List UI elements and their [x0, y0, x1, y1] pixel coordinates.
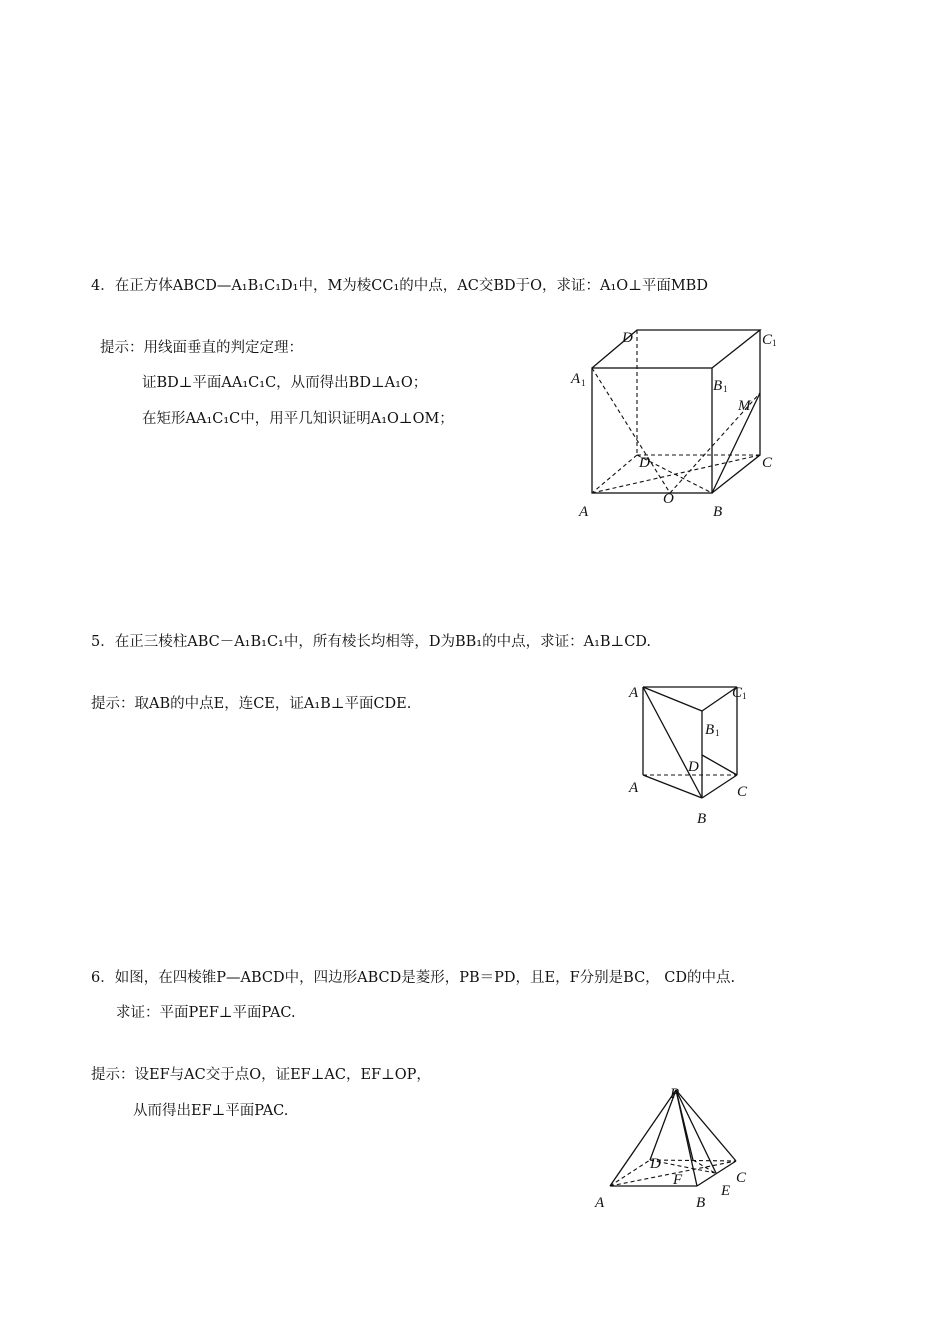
- label-C1: C: [732, 685, 743, 701]
- edge-AD: [610, 1160, 650, 1186]
- label-C1: C: [762, 332, 773, 348]
- label-A: A: [595, 1195, 605, 1211]
- label-D: D: [650, 1156, 661, 1172]
- problem5-hint: 提示：取AB的中点E，连CE，证A₁B⊥平面CDE.: [91, 696, 412, 712]
- label-C: C: [762, 455, 773, 471]
- label-E: E: [721, 1183, 731, 1199]
- label-B1: B: [705, 722, 715, 738]
- label-A1: A: [629, 685, 639, 701]
- label-D: D: [639, 455, 650, 471]
- edge-PA: [610, 1090, 676, 1186]
- label-A: A: [579, 504, 589, 520]
- label-M: M: [738, 398, 751, 414]
- label-C: C: [737, 784, 748, 800]
- label-C1-sub: 1: [742, 691, 747, 701]
- label-B1-sub: 1: [723, 384, 728, 394]
- label-P: P: [670, 1086, 680, 1102]
- problem6-statement-1: 6．如图，在四棱锥P—ABCD中，四边形ABCD是菱形，PB＝PD，且E，F分别是BC， CD的中点.: [91, 970, 736, 986]
- problem6-statement-2: 求证：平面PEF⊥平面PAC.: [116, 1005, 296, 1021]
- label-A: A: [629, 780, 639, 796]
- label-B: B: [697, 811, 707, 827]
- problem6-hint-1: 提示：设EF与AC交于点O，证EF⊥AC，EF⊥OP，: [91, 1067, 431, 1083]
- problem4-hint-title: 提示：用线面垂直的判定定理：: [100, 340, 303, 356]
- label-B1: B: [713, 378, 723, 394]
- label-D1: D: [622, 330, 633, 346]
- problem5-statement: 5．在正三棱柱ABC－A₁B₁C₁中，所有棱长均相等，D为BB₁的中点，求证：A₁B⊥CD.: [91, 634, 652, 650]
- label-O: O: [663, 491, 674, 507]
- label-C: C: [736, 1170, 747, 1186]
- label-A1-sub: 1: [581, 378, 586, 388]
- label-D: D: [688, 759, 699, 775]
- label-A1: A: [571, 371, 581, 387]
- label-B1-sub: 1: [715, 728, 720, 738]
- label-F: F: [673, 1172, 683, 1188]
- problem4-hint-1: 证BD⊥平面AA₁C₁C，从而得出BD⊥A₁O；: [142, 375, 428, 391]
- label-B: B: [696, 1195, 706, 1211]
- label-C1-sub: 1: [772, 338, 777, 348]
- problem6-hint-2: 从而得出EF⊥平面PAC.: [133, 1103, 289, 1119]
- seg-PE: [676, 1090, 716, 1173]
- label-B: B: [713, 504, 723, 520]
- problem4-statement: 4．在正方体ABCD—A₁B₁C₁D₁中，M为棱CC₁的中点，AC交BD于O，求证：A₁O⊥平面MBD: [91, 278, 708, 294]
- seg-FE-1: [693, 1160, 715, 1173]
- problem4-hint-2: 在矩形AA₁C₁C中，用平几知识证明A₁O⊥OM；: [142, 411, 454, 427]
